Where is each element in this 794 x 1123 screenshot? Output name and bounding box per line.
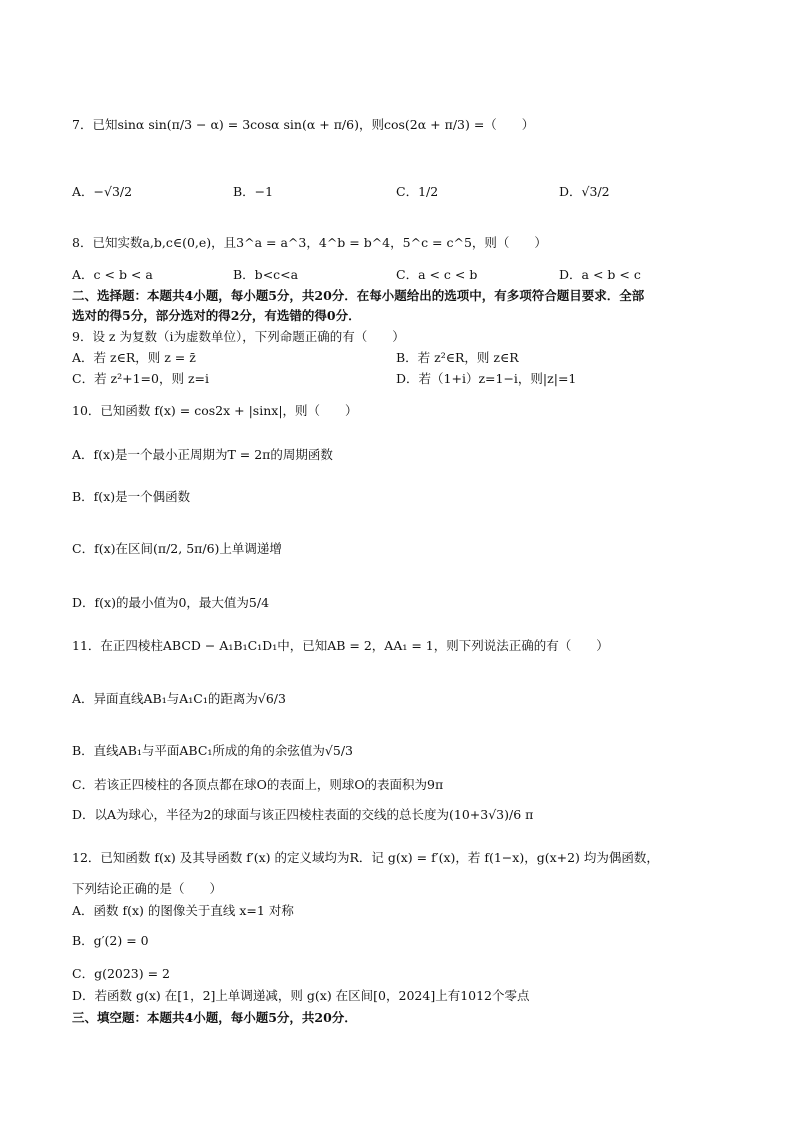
q9-option-b: B．若 z²∈R，则 z∈R xyxy=(396,350,519,365)
section3-line1: 三、填空题：本题共4小题，每小题5分，共20分． xyxy=(72,1010,357,1025)
section2-line1: 二、选择题：本题共4小题，每小题5分，共20分．在每小题给出的选项中，有多项符合题目要求．全部 xyxy=(72,288,645,303)
q12-option-c: C．g(2023) = 2 xyxy=(72,966,171,981)
q8-option-d: D．a < b < c xyxy=(559,267,641,282)
q7-option-b: B．−1 xyxy=(233,184,274,199)
q10-option-b: B．f(x)是一个偶函数 xyxy=(72,489,191,504)
q7-option-c: C．1/2 xyxy=(396,184,439,199)
q12-option-d: D．若函数 g(x) 在[1，2]上单调递减，则 g(x) 在区间[0，2024]上有1012个零点 xyxy=(72,988,530,1003)
q7-stem: 7．已知sinα sin(π/3 − α) = 3cosα sin(α + π/6)，则cos(2α + π/3) =（ ） xyxy=(72,117,535,132)
q8-stem: 8．已知实数a,b,c∈(0,e)，且3^a = a^3，4^b = b^4，5^c = c^5，则（ ） xyxy=(72,235,547,250)
q9-stem: 9．设 z 为复数（i为虚数单位），下列命题正确的有（ ） xyxy=(72,329,405,344)
q9-option-c: C．若 z²+1=0，则 z=i xyxy=(72,371,210,386)
q9-option-d: D．若（1+i）z=1−i，则|z|=1 xyxy=(396,371,577,386)
q11-stem: 11．在正四棱柱ABCD − A₁B₁C₁D₁中，已知AB = 2，AA₁ = 1，则下列说法正确的有（ ） xyxy=(72,638,609,653)
q12-stem-line2: 下列结论正确的是（ ） xyxy=(72,881,223,896)
q8-option-a: A．c < b < a xyxy=(72,267,153,282)
q7-option-a: A．−√3/2 xyxy=(72,184,133,199)
q7-option-d: D．√3/2 xyxy=(559,184,610,199)
section2-line2: 选对的得5分，部分选对的得2分，有选错的得0分． xyxy=(72,308,361,323)
q11-option-a: A．异面直线AB₁与A₁C₁的距离为√6/3 xyxy=(72,691,286,706)
q12-option-b: B．g′(2) = 0 xyxy=(72,933,149,948)
q10-option-c: C．f(x)在区间(π/2, 5π/6)上单调递增 xyxy=(72,541,282,556)
q10-option-d: D．f(x)的最小值为0，最大值为5/4 xyxy=(72,595,270,610)
q8-option-b: B．b<c<a xyxy=(233,267,299,282)
q12-option-a: A．函数 f(x) 的图像关于直线 x=1 对称 xyxy=(72,903,294,918)
q11-option-b: B．直线AB₁与平面ABC₁所成的角的余弦值为√5/3 xyxy=(72,743,354,758)
q11-option-d: D．以A为球心，半径为2的球面与该正四棱柱表面的交线的总长度为(10+3√3)/6 π xyxy=(72,807,534,822)
q8-option-c: C．a < c < b xyxy=(396,267,478,282)
q10-option-a: A．f(x)是一个最小正周期为T = 2π的周期函数 xyxy=(72,447,333,462)
q10-stem: 10．已知函数 f(x) = cos2x + |sinx|，则（ ） xyxy=(72,403,358,418)
q9-option-a: A．若 z∈R，则 z = z̄ xyxy=(72,350,196,365)
q12-stem-line1: 12．已知函数 f(x) 及其导函数 f′(x) 的定义域均为R．记 g(x) = f′(x)，若 f(1−x)，g(x+2) 均为偶函数， xyxy=(72,850,659,865)
q11-option-c: C．若该正四棱柱的各顶点都在球O的表面上，则球O的表面积为9π xyxy=(72,777,444,792)
